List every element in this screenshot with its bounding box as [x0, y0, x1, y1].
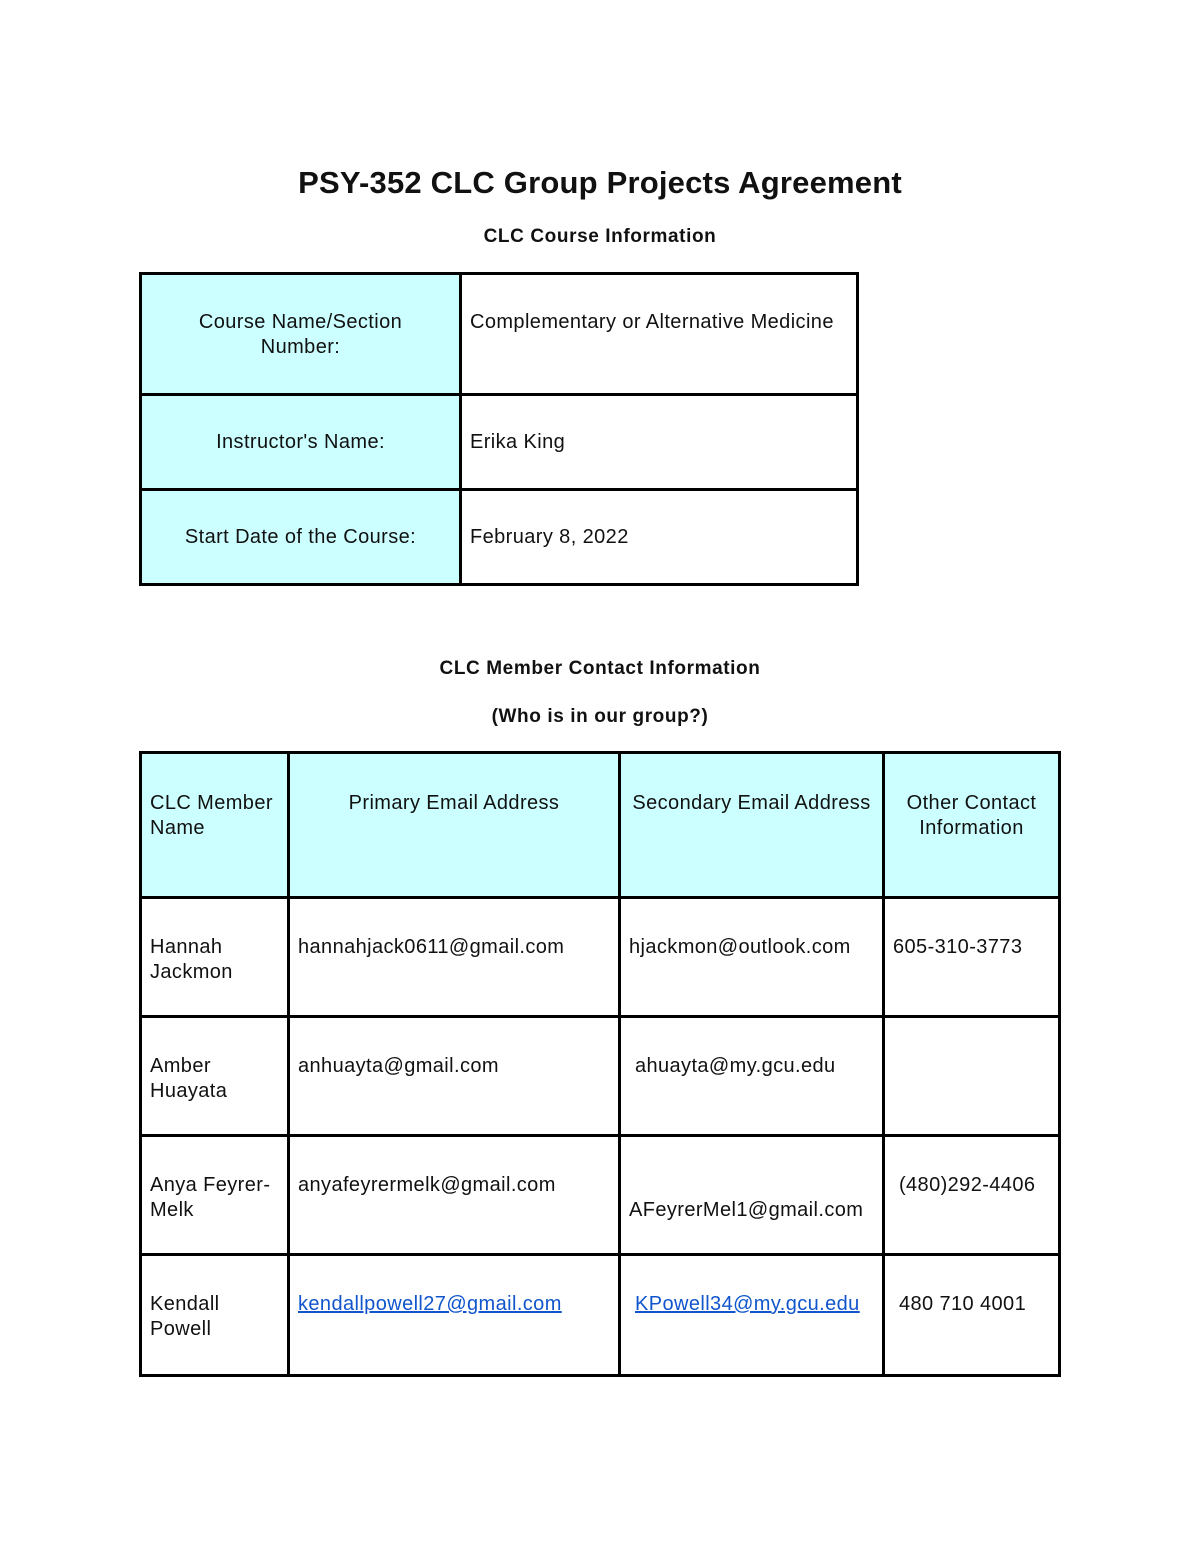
primary-email-cell: hannahjack0611@gmail.com: [289, 898, 620, 1017]
secondary-email-link[interactable]: KPowell34@my.gcu.edu: [635, 1293, 860, 1315]
column-header-secondary-email: Secondary Email Address: [620, 753, 884, 898]
table-row: [141, 1136, 1060, 1255]
member-table-header-row: [141, 753, 1060, 898]
secondary-email-cell: AFeyrerMel1@gmail.com: [620, 1136, 884, 1255]
other-contact-cell: 480 710 4001: [884, 1255, 1060, 1376]
course-info-table: [139, 272, 859, 586]
course-info-row: [141, 274, 858, 395]
other-contact-cell: [884, 1017, 1060, 1136]
member-name-cell: Amber Huayata: [141, 1017, 289, 1136]
table-row: [141, 898, 1060, 1017]
column-header-member-name: CLC Member Name: [141, 753, 289, 898]
column-header-other-contact: Other Contact Information: [884, 753, 1060, 898]
course-name-value: Complementary or Alternative Medicine: [461, 274, 858, 395]
secondary-email-cell: [620, 1255, 884, 1376]
start-date-value: February 8, 2022: [461, 490, 858, 585]
primary-email-link[interactable]: kendallpowell27@gmail.com: [298, 1293, 562, 1315]
member-name-cell: Hannah Jackmon: [141, 898, 289, 1017]
primary-email-cell: [289, 1255, 620, 1376]
start-date-label: Start Date of the Course:: [141, 490, 461, 585]
instructor-name-label: Instructor's Name:: [141, 395, 461, 490]
secondary-email-cell: ahuayta@my.gcu.edu: [620, 1017, 884, 1136]
course-info-row: [141, 395, 858, 490]
primary-email-cell: anyafeyrermelk@gmail.com: [289, 1136, 620, 1255]
member-contact-heading: CLC Member Contact Information: [439, 658, 761, 679]
secondary-email-cell: hjackmon@outlook.com: [620, 898, 884, 1017]
table-row: [141, 1255, 1060, 1376]
course-info-row: [141, 490, 858, 585]
primary-email-cell: anhuayta@gmail.com: [289, 1017, 620, 1136]
other-contact-cell: 605-310-3773: [884, 898, 1060, 1017]
other-contact-cell: (480)292-4406: [884, 1136, 1060, 1255]
column-header-primary-email: Primary Email Address: [289, 753, 620, 898]
instructor-name-value: Erika King: [461, 395, 858, 490]
member-contact-table: [139, 751, 1061, 1377]
table-row: [141, 1017, 1060, 1136]
course-name-label: Course Name/Section Number:: [141, 274, 461, 395]
member-contact-subheading: (Who is in our group?): [491, 706, 709, 727]
member-name-cell: Kendall Powell: [141, 1255, 289, 1376]
course-info-heading: CLC Course Information: [483, 226, 717, 247]
document-title: PSY-352 CLC Group Projects Agreement: [298, 165, 902, 200]
member-name-cell: Anya Feyrer-Melk: [141, 1136, 289, 1255]
